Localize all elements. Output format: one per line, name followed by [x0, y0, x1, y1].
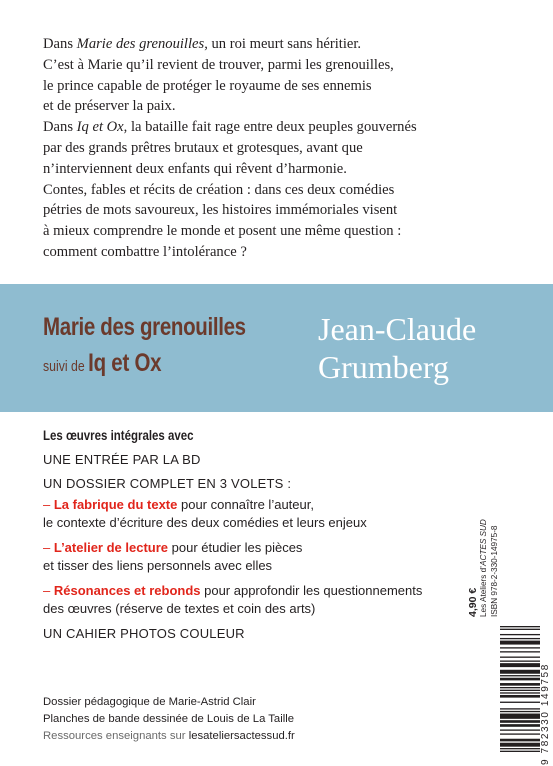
dossier-item-line — [43, 582, 483, 600]
barcode-bar — [500, 629, 540, 630]
price-label: 4,90 € — [467, 587, 479, 617]
credit-bd: Planches de bande dessinée de Louis de La Taille — [43, 713, 295, 726]
blurb-line: pétries de mots savoureux, les histoires immémoriales visent — [43, 202, 398, 219]
barcode-bar — [500, 683, 540, 686]
dash-bullet: – — [43, 540, 54, 555]
barcode-bar — [500, 748, 540, 749]
barcode-bar — [500, 739, 540, 742]
blurb-title-italic: Iq et Ox — [76, 119, 124, 136]
barcode-bar — [500, 634, 540, 635]
barcode-digits: 9 782330 149758 — [540, 663, 551, 765]
publisher-label — [479, 519, 488, 617]
blurb-line — [43, 34, 523, 55]
dossier-item-atelier — [43, 539, 483, 574]
subtitle-prefix: suivi de — [43, 358, 89, 375]
credit-dossier: Dossier pédagogique de Marie-Astrid Clair — [43, 696, 256, 708]
publisher-name: ACTES SUD — [479, 519, 488, 567]
subtitle-title: Iq et Ox — [88, 349, 162, 377]
credits — [43, 694, 295, 746]
barcode-bar — [500, 687, 540, 688]
resources-line — [43, 728, 295, 745]
features-heading: Les œuvres intégrales avec — [43, 428, 194, 443]
blurb-line: par des grands prêtres brutaux et grotesques, avant que — [43, 139, 363, 156]
dash-bullet: – — [43, 497, 54, 512]
blurb-line: à mieux comprendre le monde et posent une même question : — [43, 223, 402, 240]
barcode-bar — [500, 641, 540, 645]
dossier-item-line — [43, 496, 483, 514]
dossier-item-text: pour approfondir les questionnements — [200, 583, 423, 598]
book-subtitle — [43, 349, 161, 378]
dossier-item-fabrique — [43, 496, 483, 531]
barcode-bar — [500, 743, 540, 747]
barcode-bar — [500, 660, 540, 661]
blurb-line: C’est à Marie qu’il revient de trouver, parmi les grenouilles, — [43, 56, 394, 73]
blurb-title-italic: Marie des grenouilles — [76, 36, 205, 52]
features-list — [43, 428, 483, 650]
dossier-item-key: La fabrique du texte — [53, 497, 178, 512]
dossier-item-line2: le contexte d’écriture des deux comédies et leurs enjeux — [43, 514, 367, 530]
barcode-bar — [500, 729, 540, 730]
dossier-item-line2: et tisser des liens personnels avec elles — [43, 557, 273, 573]
blurb-text: Dans — [43, 36, 77, 52]
blurb-line: le prince capable de protéger le royaume de ses ennemis — [43, 77, 372, 94]
author-first-name: Jean-Claude — [318, 311, 477, 347]
dossier-item-text: pour étudier les pièces — [168, 540, 303, 555]
barcode-bar — [500, 651, 540, 652]
barcode-bar — [500, 647, 540, 648]
barcode-bar — [500, 663, 540, 667]
dossier-item-key: Résonances et rebonds — [53, 583, 201, 598]
barcode-bar — [500, 692, 540, 693]
barcode-bar — [500, 708, 540, 709]
barcode-bar — [500, 638, 540, 639]
barcode-bar — [500, 670, 540, 674]
feature-bd: UNE ENTRÉE PAR LA BD — [43, 452, 201, 467]
blurb-line: Contes, fables et récits de création : dans ces deux comédies — [43, 181, 395, 198]
barcode-bar — [500, 714, 540, 719]
blurb-text: , la bataille fait rage entre deux peuples gouvernés — [123, 119, 417, 136]
blurb-text: , un roi meurt sans héritier. — [204, 36, 362, 52]
dossier-item-line — [43, 539, 483, 557]
barcode-bar — [500, 733, 540, 734]
barcode-bar — [500, 720, 540, 723]
blurb-line: et de préserver la paix. — [43, 98, 176, 115]
barcode-bar — [500, 695, 540, 698]
author-last-name: Grumberg — [318, 349, 449, 385]
barcode-bar — [500, 657, 540, 658]
dossier-item-resonances — [43, 582, 483, 617]
blurb-line — [43, 117, 523, 138]
resources-prefix: Ressources enseignants sur — [43, 730, 189, 743]
dash-bullet: – — [43, 583, 54, 598]
feature-dossier: UN DOSSIER COMPLET EN 3 VOLETS : — [43, 476, 292, 491]
barcode-bar — [500, 675, 540, 676]
dossier-item-line2: des œuvres (réserve de textes et coin des arts) — [43, 600, 316, 616]
blurb-text: Dans — [43, 119, 77, 136]
isbn-barcode-block — [466, 484, 550, 766]
barcode-bar — [500, 626, 540, 627]
dossier-item-text: pour connaître l’auteur, — [177, 497, 314, 512]
back-cover-blurb — [43, 34, 523, 263]
barcode-bar — [500, 724, 540, 727]
barcode-bar — [500, 702, 540, 703]
blurb-line: comment combattre l’intolérance ? — [43, 243, 247, 260]
author-name — [318, 310, 476, 386]
barcode-bar — [500, 751, 540, 752]
blurb-line: n’interviennent deux enfants qui rêvent d’harmonie. — [43, 160, 347, 177]
barcode — [500, 626, 542, 752]
barcode-bar — [500, 690, 540, 691]
barcode-bar — [500, 678, 540, 681]
resources-link[interactable]: lesateliersactessud.fr — [188, 730, 295, 743]
barcode-bar — [500, 711, 540, 712]
publisher-prefix: Les Ateliers d’ — [479, 566, 488, 617]
dossier-item-key: L’atelier de lecture — [53, 540, 169, 555]
isbn-label: ISBN 978-2-330-14975-8 — [490, 525, 499, 617]
feature-cahier: UN CAHIER PHOTOS COULEUR — [43, 626, 245, 641]
book-title: Marie des grenouilles — [43, 313, 246, 341]
